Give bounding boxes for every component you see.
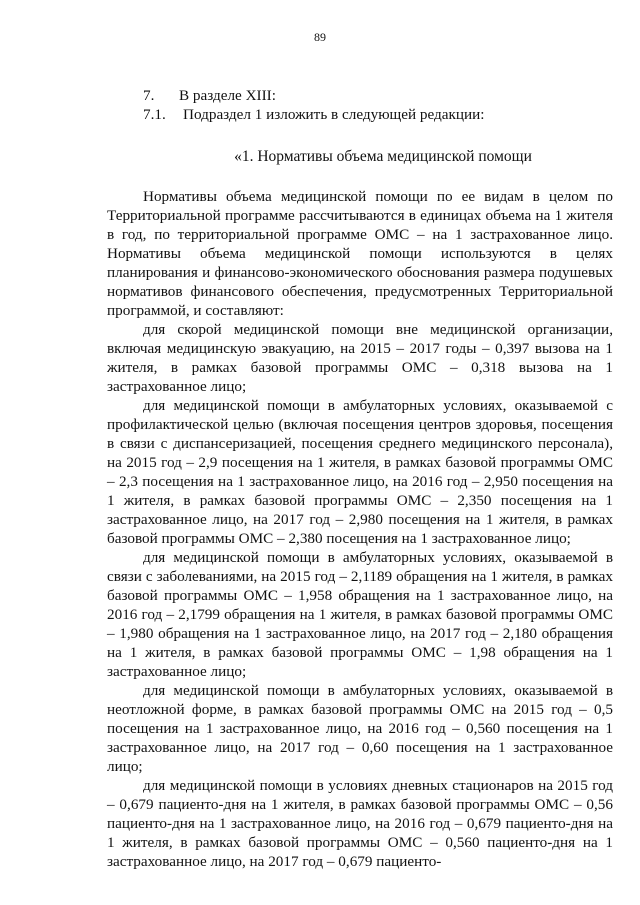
list-item-text: Подраздел 1 изложить в следующей редакции: xyxy=(183,106,485,123)
list-item-text: В разделе XIII: xyxy=(179,87,276,104)
paragraph-diseases: для медицинской помощи в амбулаторных условиях, оказываемой в связи с заболеваниями, на 2015 год – 2,1189 обращения на 1 жителя, в рамках базовой программы ОМС – 1,958 обращения на 1 застрахованное лицо, на 2016 год – 2,1799 обращения на 1 жителя, в рамках базовой программы ОМС – 1,980 обращения на 1 застрахованное лицо, на 2017 год – 2,180 обращения на 1 жителя, в рамках базовой программы ОМС – 1,98 обращения на 1 застрахованное лицо; xyxy=(107,549,613,680)
document-body xyxy=(107,86,613,871)
list-item-number: 7. xyxy=(143,87,155,104)
list-item-number: 7.1. xyxy=(143,106,166,123)
paragraph-day-hospital: для медицинской помощи в условиях дневных стационаров на 2015 год – 0,679 пациенто-дня на 1 жителя, в рамках базовой программы ОМС – 0,56 пациенто-дня на 1 застрахованное лицо, на 2016 год – 0,679 пациенто-дня на 1 жителя, в рамках базовой программы ОМС – 0,560 пациенто-дня на 1 застрахованное лицо, на 2017 год – 0,679 пациенто- xyxy=(107,777,613,870)
list-item-section xyxy=(143,86,613,105)
page-number: 89 xyxy=(314,30,326,44)
list-item-subsection xyxy=(143,105,613,124)
paragraph-intro: Нормативы объема медицинской помощи по ее видам в целом по Территориальной программе рассчитываются в единицах объема на 1 жителя в год, по территориальной программе ОМС – на 1 застрахованное лицо. Нормативы объема медицинской помощи используются в целях планирования и финансово-экономического обоснования размера подушевых нормативов финансового обеспечения, предусмотренных Территориальной программой, и составляют: xyxy=(107,188,613,319)
paragraph-ambulance: для скорой медицинской помощи вне медицинской организации, включая медицинскую эвакуацию, на 2015 – 2017 годы – 0,397 вызова на 1 жителя, в рамках базовой программы ОМС – 0,318 вызова на 1 застрахованное лицо; xyxy=(107,321,613,395)
paragraph-emergency: для медицинской помощи в амбулаторных условиях, оказываемой в неотложной форме, в рамках базовой программы ОМС на 2015 год – 0,5 посещения на 1 застрахованное лицо, на 2016 год – 0,560 посещения на 1 застрахованное лицо, на 2017 год – 0,60 посещения на 1 застрахованное лицо; xyxy=(107,682,613,775)
paragraph-preventive: для медицинской помощи в амбулаторных условиях, оказываемой с профилактической целью (включая посещения центров здоровья, посещения в связи с диспансеризацией, посещения среднего медицинского персонала), на 2015 год – 2,9 посещения на 1 жителя, в рамках базовой программы ОМС – 2,3 посещения на 1 застрахованное лицо, на 2016 год – 2,950 посещения на 1 жителя, в рамках базовой программы ОМС – 2,350 посещения на 1 застрахованное лицо, на 2017 год – 2,980 посещения на 1 жителя, в рамках базовой программы ОМС – 2,380 посещения на 1 застрахованное лицо; xyxy=(107,397,613,547)
section-heading: «1. Нормативы объема медицинской помощи xyxy=(234,148,532,165)
